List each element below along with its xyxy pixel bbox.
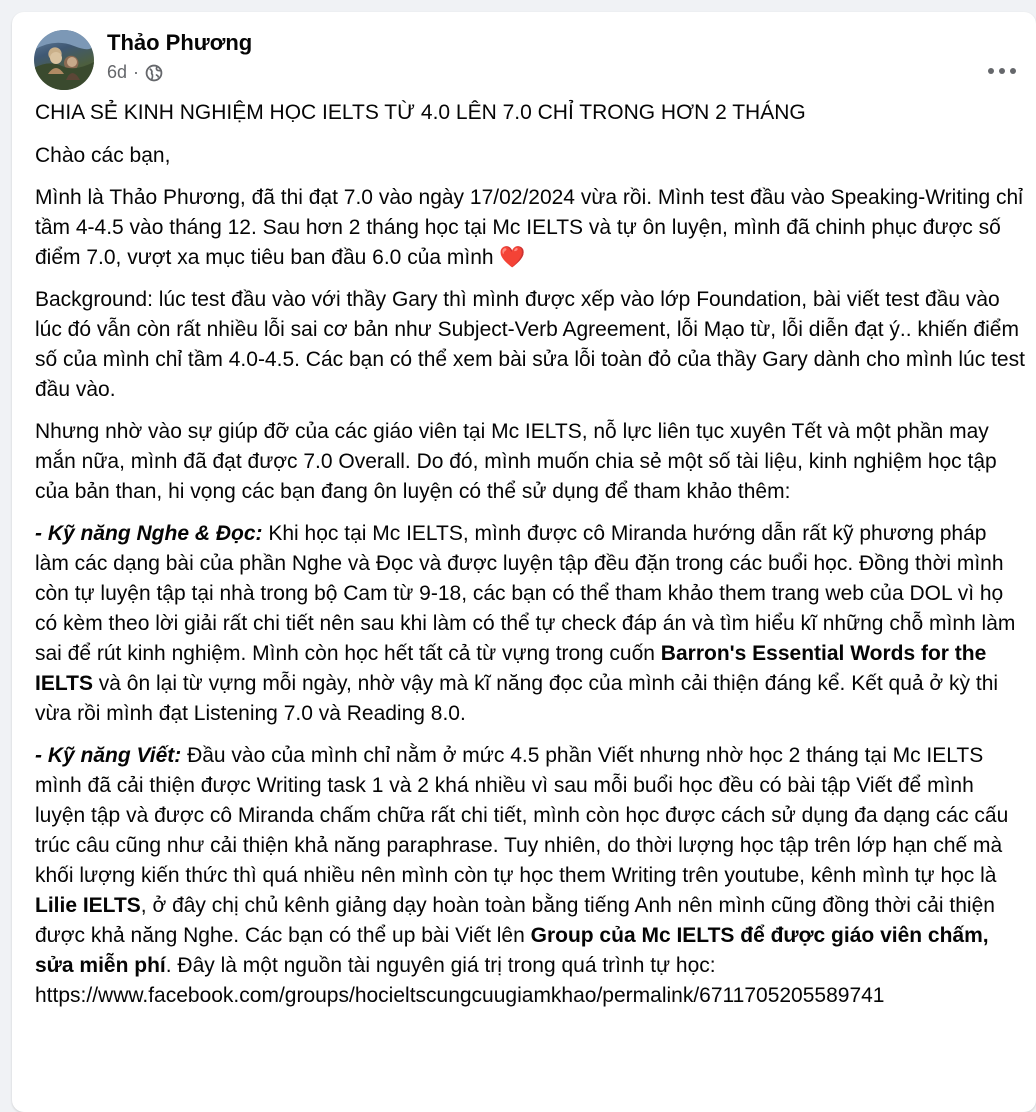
avatar-photo-icon [34, 30, 94, 90]
writing-text-2: , ở đây chị chủ kênh giảng dạy hoàn toàn bằng tiếng Anh nên mình cũng đồng thời cải thiện được khả năng Nghe. Các bạn có thể up bài Viết lên [35, 894, 995, 947]
writing-text-1: Đầu vào của mình chỉ nằm ở mức 4.5 phần Viết nhưng nhờ học 2 tháng tại Mc IELTS mình đã cải thiện được Writing task 1 và 2 khá nhiều vì sau mỗi buổi học đều có bài tập Viết để mình luyện tập và được cô Miranda chấm chữa rất chi tiết, mình còn học được cách sử dụng đa dạng các cấu trúc câu cũng như cải thiện khả năng paraphrase. Tuy nhiên, do thời lượng học tập trên lớp hạn chế mà khối lượng kiến thức thì quá nhiều nên mình còn tự học them Writing trên youtube, kênh mình tự học là [35, 744, 1009, 887]
listening-text-2: và ôn lại từ vựng mỗi ngày, nhờ vậy mà kĩ năng đọc của mình cải thiện đáng kể. Kết quả ở kỳ thi vừa rồi mình đạt Listening 7.0 và Reading 8.0. [35, 672, 999, 725]
writing-paragraph [35, 741, 1025, 1011]
more-dot-icon [1010, 68, 1016, 74]
post-card [12, 12, 1036, 1112]
greeting: Chào các bạn, [35, 144, 171, 167]
writing-text-3: . Đây là một nguồn tài nguyên giá trị trong quá trình tự học: [165, 954, 716, 977]
post-body [35, 98, 1025, 1023]
more-dot-icon [988, 68, 994, 74]
writing-heading: - Kỹ năng Viết: [35, 744, 182, 767]
globe-icon[interactable] [145, 64, 163, 82]
channel-name: Lilie IELTS [35, 894, 141, 917]
group-name: Group của Mc IELTS để được giáo viên chấm, sửa miễn phí [35, 924, 989, 977]
post-header [34, 30, 1036, 94]
heart-emoji-icon: ❤️ [499, 246, 526, 269]
meta-separator: · [133, 62, 140, 82]
book-title: Barron's Essential Words for the IELTS [35, 642, 987, 695]
post-time[interactable]: 6d [107, 62, 128, 82]
listening-reading-paragraph [35, 519, 1025, 729]
progress-paragraph: Nhưng nhờ vào sự giúp đỡ của các giáo viên tại Mc IELTS, nỗ lực liên tục xuyên Tết và một phần may mắn nữa, mình đã đạt được 7.0 Overall. Do đó, mình muốn chia sẻ một số tài liệu, kinh nghiệm học tập của bản than, hi vọng các bạn đang ôn luyện có thể sử dụng để tham khảo thêm: [35, 420, 997, 503]
background-paragraph: Background: lúc test đầu vào với thầy Gary thì mình được xếp vào lớp Foundation, bài viết test đầu vào lúc đó vẫn còn rất nhiều lỗi sai cơ bản như Subject-Verb Agreement, lỗi Mạo từ, lỗi diễn đạt ý.. khiến điểm số của mình chỉ tầm 4.0-4.5. Các bạn có thể xem bài sửa lỗi toàn đỏ của thầy Gary dành cho mình lúc test đầu vào. [35, 288, 1025, 401]
intro-text: Mình là Thảo Phương, đã thi đạt 7.0 vào ngày 17/02/2024 vừa rồi. Mình test đầu vào Speaking-Writing chỉ tầm 4-4.5 vào tháng 12. Sau hơn 2 tháng học tại Mc IELTS và tự ôn luyện, mình đã chinh phục được số điểm 7.0, vượt xa mục tiêu ban đầu 6.0 của mình [35, 186, 1023, 269]
post-title: CHIA SẺ KINH NGHIỆM HỌC IELTS TỪ 4.0 LÊN 7.0 CHỈ TRONG HƠN 2 THÁNG [35, 101, 806, 124]
avatar[interactable] [34, 30, 94, 90]
post-meta [107, 62, 163, 83]
more-options-button[interactable] [988, 64, 1016, 78]
group-link[interactable]: https://www.facebook.com/groups/hocieltscungcuugiamkhao/permalink/6711705205589741 [35, 984, 885, 1007]
intro-paragraph [35, 183, 1025, 273]
listening-heading: - Kỹ năng Nghe & Đọc: [35, 522, 263, 545]
author-name[interactable]: Thảo Phương [107, 30, 253, 55]
listening-text-1: Khi học tại Mc IELTS, mình được cô Miranda hướng dẫn rất kỹ phương pháp làm các dạng bài của phần Nghe và Đọc và được luyện tập đều đặn trong các buổi học. Đồng thời mình còn tự luyện tập tại nhà trong bộ Cam từ 9-18, các bạn có thể tham khảo them trang web của DOL vì họ có kèm theo lời giải rất chi tiết nên sau khi làm có thể tự check đáp án và tìm hiểu kĩ những chỗ mình làm sai để rút kinh nghiệm. Mình còn học hết tất cả từ vựng trong cuốn [35, 522, 1016, 665]
more-dot-icon [999, 68, 1005, 74]
